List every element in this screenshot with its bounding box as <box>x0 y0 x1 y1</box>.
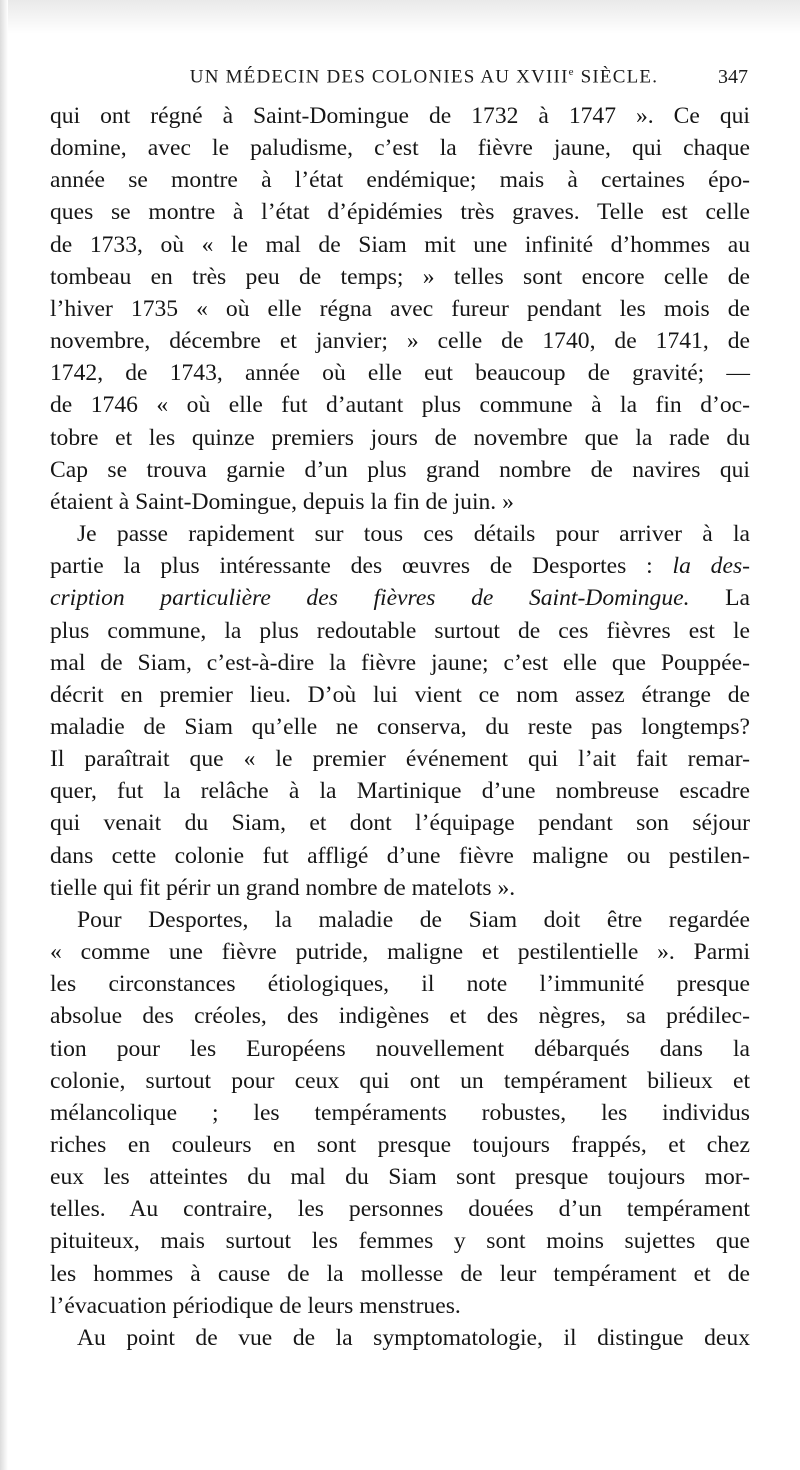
text-line: Je passe rapidement sur tous ces détails pour arriver à la <box>77 521 750 548</box>
text-line: ques se montre à l’état d’épidémies très graves. Telle est celle <box>50 199 750 226</box>
text-line: les hommes à cause de la mollesse de leur tempérament et de <box>50 1260 750 1287</box>
text-line: tombeau en très peu de temps; » telles sont encore celle de <box>50 263 750 290</box>
text-line: l’hiver 1735 « où elle régna avec fureur pendant les mois de <box>50 295 750 322</box>
roman-run: La <box>725 585 751 612</box>
text-line: mélancolique ; les tempéraments robustes, les individus <box>50 1099 750 1126</box>
page-top-edge <box>0 0 800 34</box>
paragraph-2 <box>50 518 750 904</box>
text-line: qui venait du Siam, et dont l’équipage pendant son séjour <box>50 810 750 837</box>
page-left-edge <box>0 0 8 1470</box>
text-line: quer, fut la relâche à la Martinique d’une nombreuse escadre <box>50 778 750 805</box>
text-line: année se montre à l’état endémique; mais à certaines épo- <box>50 167 750 194</box>
superscript-e: e <box>568 66 575 78</box>
text-line: tion pour les Européens nouvellement débarqués dans la <box>50 1035 750 1062</box>
text-line: riches en couleurs en sont presque toujours frappés, et chez <box>50 1132 750 1158</box>
text-line: maladie de Siam qu’elle ne conserva, du reste pas longtemps? <box>50 713 750 740</box>
text-line-mixed <box>50 582 750 614</box>
paragraph-3 <box>50 904 750 1322</box>
text-line: tobre et les quinze premiers jours de novembre que la rade du <box>50 424 750 451</box>
paragraph-4 <box>50 1322 750 1354</box>
text-line: colonie, surtout pour ceux qui ont un tempérament bilieux et <box>50 1067 750 1094</box>
roman-run: partie la plus intéressante des œuvres de Desportes : <box>50 553 653 580</box>
text-line: tielle qui fit périr un grand nombre de matelots ». <box>50 874 516 901</box>
text-line: eux les atteintes du mal du Siam sont presque toujours mor- <box>50 1164 750 1191</box>
text-line: l’évacuation périodique de leurs menstrues. <box>50 1292 461 1319</box>
text-line: domine, avec le paludisme, c’est la fièvre jaune, qui chaque <box>50 135 750 162</box>
page-number: 347 <box>718 66 748 88</box>
running-title: UN MÉDECIN DES COLONIES AU XVIIIe SIÈCLE. <box>189 66 659 88</box>
text-line: Il paraîtrait que « le premier événement qui l’ait fait remar- <box>50 746 750 773</box>
text-line: absolue des créoles, des indigènes et des nègres, sa prédilec- <box>50 1003 750 1030</box>
text-line: « comme une fièvre putride, maligne et pestilentielle ». Parmi <box>50 939 750 966</box>
text-line: qui ont régné à Saint-Domingue de 1732 à 1747 ». Ce qui <box>50 103 750 129</box>
body-text <box>50 100 750 1354</box>
text-line: dans cette colonie fut affligé d’une fièvre maligne ou pestilen- <box>50 842 750 869</box>
text-line: novembre, décembre et janvier; » celle de 1740, de 1741, de <box>50 328 750 355</box>
text-line: étaient à Saint-Domingue, depuis la fin de juin. » <box>50 488 514 515</box>
text-line: de 1733, où « le mal de Siam mit une infinité d’hommes au <box>50 231 750 258</box>
text-line: telles. Au contraire, les personnes douées d’un tempérament <box>50 1196 750 1223</box>
text-line: les circonstances étiologiques, il note l’immunité presque <box>50 971 750 998</box>
italic-title-run: cription particulière des fièvres de Saint-Domingue. <box>50 585 690 612</box>
text-line: plus commune, la plus redoutable surtout de ces fièvres est le <box>50 617 750 644</box>
text-line-mixed <box>50 550 750 582</box>
text-line: de 1746 « où elle fut d’autant plus commune à la fin d’oc- <box>50 392 750 419</box>
text-line: Cap se trouva garnie d’un plus grand nombre de navires qui <box>50 456 750 483</box>
italic-title-run: la des- <box>672 553 750 580</box>
text-line: décrit en premier lieu. D’où lui vient ce nom assez étrange de <box>50 681 750 708</box>
text-line: Au point de vue de la symptomatologie, il distingue deux <box>77 1324 750 1351</box>
text-line: Pour Desportes, la maladie de Siam doit être regardée <box>77 906 750 933</box>
paragraph-1 <box>50 100 750 518</box>
text-line: 1742, de 1743, année où elle eut beaucoup de gravité; — <box>50 360 750 387</box>
text-line: mal de Siam, c’est-à-dire la fièvre jaune; c’est elle que Pouppée- <box>50 649 750 676</box>
running-head <box>54 66 750 94</box>
text-line: pituiteux, mais surtout les femmes y sont moins sujettes que <box>50 1228 750 1255</box>
